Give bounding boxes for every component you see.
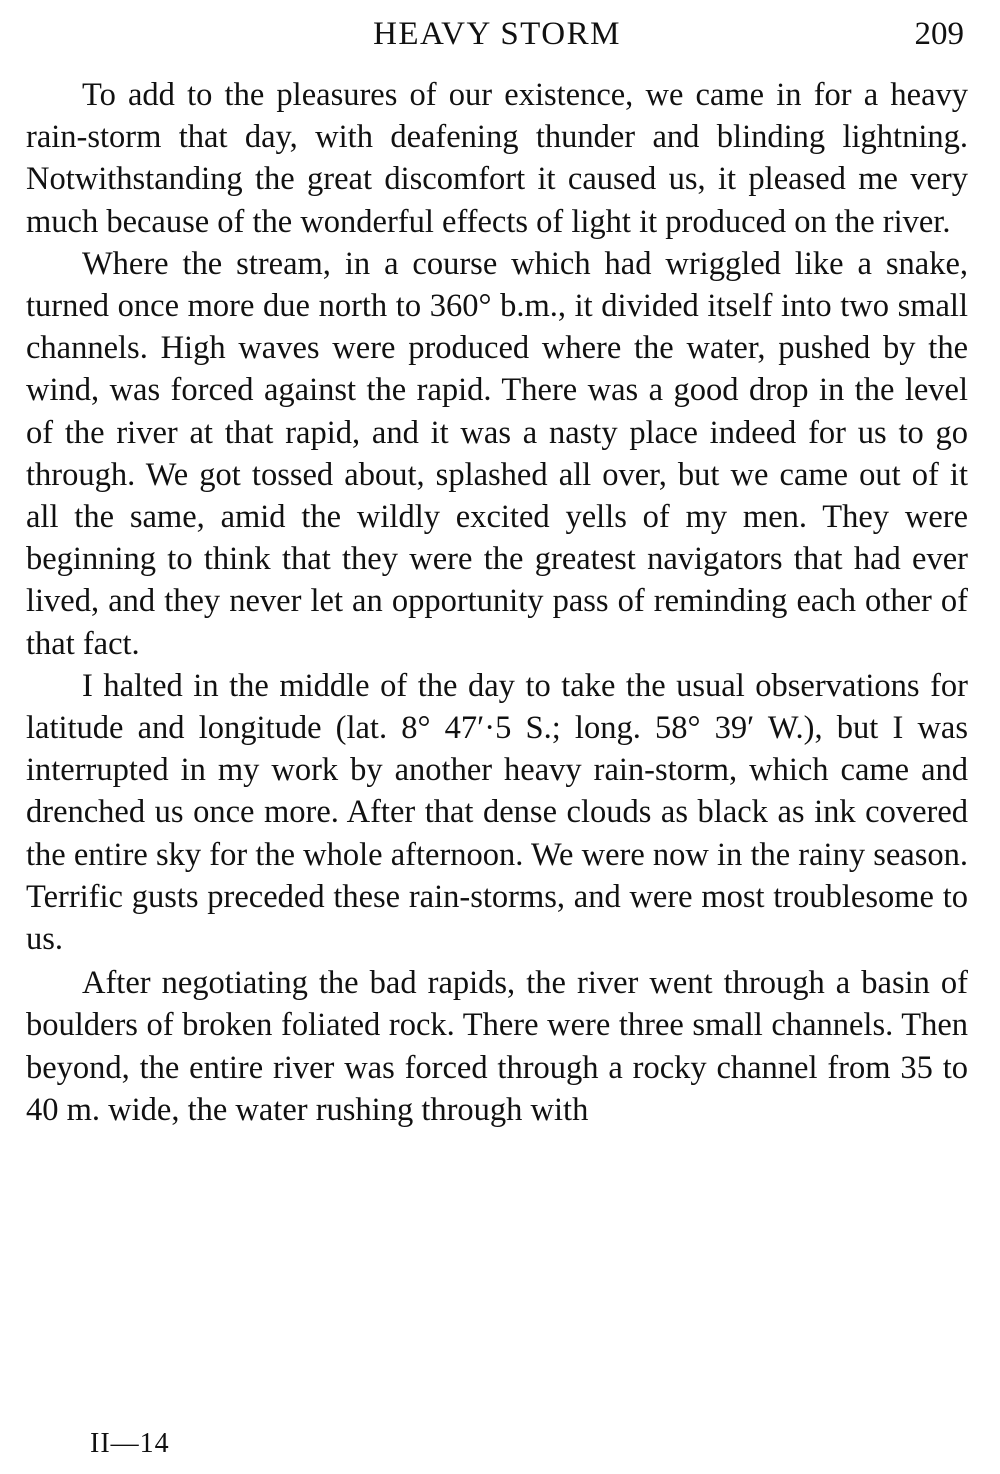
paragraph-observations: I halted in the middle of the day to take the usual observations for latitude and longitude (lat. 8° 47′·5 S.; long. 58° 39′ W.), but I was interrupted in my work by another heavy rain-storm, which came and drenched us once more. After that dense clouds as black as ink covered the entire sky for the whole afternoon. We were now in the rainy season. Terrific gusts preceded these rain-storms, and were most troublesome to us. <box>26 667 968 958</box>
paragraph-rapid: Where the stream, in a course which had wriggled like a snake, turned once more due north to 360° b.m., it divided itself into two small channels. High waves were produced where the water, pushed by the wind, was forced against the rapid. There was a good drop in the level of the river at that rapid, and it was a nasty place indeed for us to go through. We got tossed about, splashed all over, but we came out of it all the same, amid the wildly excited yells of my men. They were beginning to think that they were the greatest navigators that had ever lived, and they never let an opportunity pass of reminding each other of that fact. <box>26 245 968 662</box>
book-page <box>26 0 968 1474</box>
running-head <box>26 12 968 56</box>
paragraph-storm: To add to the pleasures of our existence, we came in for a heavy rain-storm that day, with deafening thunder and blinding lightning. Notwithstanding the great discomfort it caused us, it pleased me very much because of the wonderful effects of light it produced on the river. <box>26 77 968 240</box>
body-text <box>26 74 968 1131</box>
running-title: HEAVY STORM <box>373 16 621 52</box>
page-number: 209 <box>914 16 964 52</box>
paragraph-boulders: After negotiating the bad rapids, the river went through a basin of boulders of broken foliated rock. There were three small channels. Then beyond, the entire river was forced through a rocky channel from 35 to 40 m. wide, the water rushing through with <box>26 965 968 1128</box>
signature-mark: II—14 <box>90 1428 170 1459</box>
